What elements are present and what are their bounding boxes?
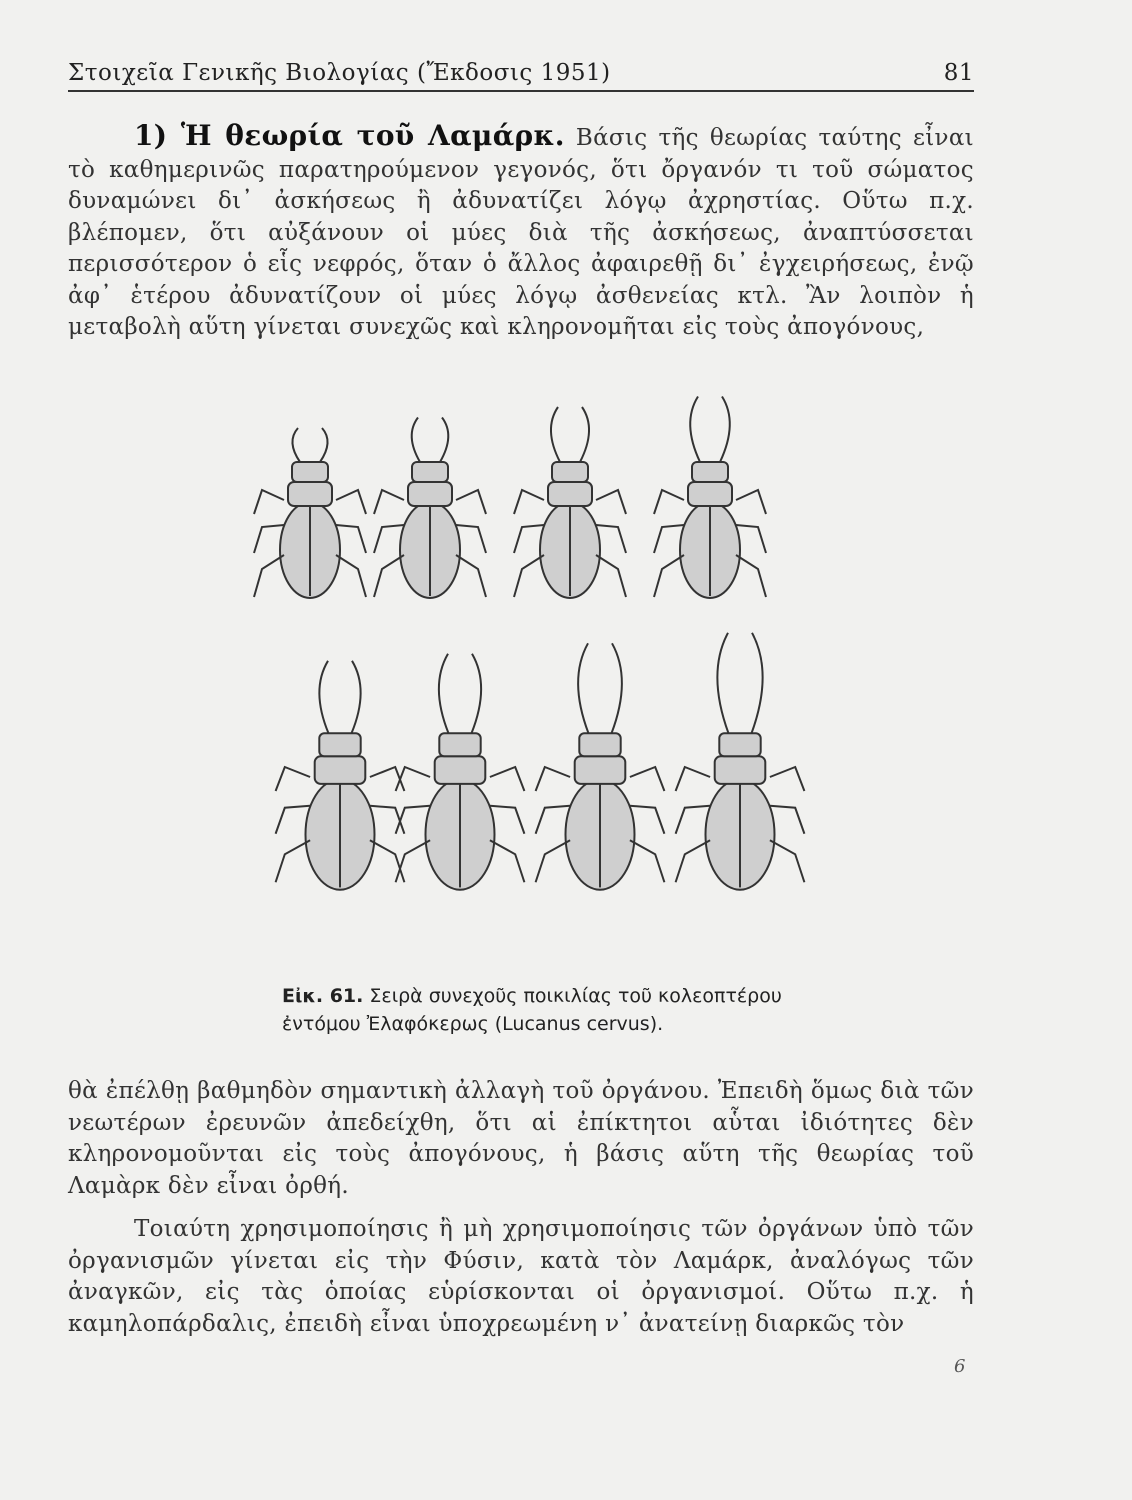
paragraph-3	[68, 1214, 974, 1340]
paragraph-2: θὰ ἐπέλθῃ βαθμηδὸν σημαντικὴ ἀλλαγὴ τοῦ ὀργάνου. Ἐπειδὴ ὅμως διὰ τῶν νεωτέρων ἐρευνῶν ἀπεδείχθη, ὅτι αἱ ἐπίκτητοι αὗται ἰδιότητες δὲν κληρονομοῦνται εἰς τοὺς ἀπογόνους, ἡ βάσις αὕτη τῆς θεωρίας τοῦ Λαμὰρκ δὲν εἶναι ὀρθή.	[68, 1078, 974, 1199]
figure-caption-text: Σειρὰ συνεχοῦς ποικιλίας τοῦ κολεοπτέρου ἐντόμου Ἐλαφόκερως (Lucanus cervus).	[282, 985, 782, 1035]
stag-beetle-figure	[240, 380, 980, 980]
running-title: Στοιχεῖα Γενικῆς Βιολογίας (Ἔκδοσις 1951)	[68, 60, 611, 86]
paragraph-3-text: Τοιαύτη χρησιμοποίησις ἢ μὴ χρησιμοποίησις τῶν ὀργάνων ὑπὸ τῶν ὀργανισμῶν γίνεται εἰς τὴν Φύσιν, κατὰ τὸν Λαμάρκ, ἀναλόγως τῶν ἀναγκῶν, εἰς τὰς ὁποίας εὑρίσκονται οἱ ὀργανισμοί. Οὕτω π.χ. ἡ καμηλοπάρδαλις, ἐπειδὴ εἶναι ὑποχρεωμένη ν᾽ ἀνατείνῃ διαρκῶς τὸν	[68, 1216, 974, 1337]
beetle-illustration	[374, 418, 486, 599]
beetle-illustration	[276, 661, 405, 890]
beetle-illustration	[654, 397, 766, 599]
beetle-illustration	[536, 643, 665, 889]
paragraph-lamarck-intro	[68, 120, 974, 344]
printer-signature-mark: 6	[954, 1356, 966, 1377]
beetle-illustration	[396, 654, 525, 890]
section-heading: 1) Ἡ θεωρία τοῦ Λαμάρκ.	[134, 119, 565, 152]
figure-caption	[282, 982, 822, 1038]
beetle-illustration	[676, 633, 805, 890]
paragraph-1-text: Βάσις τῆς θεωρίας ταύτης εἶναι τὸ καθημερινῶς παρατηρούμενον γεγονός, ὅτι ὄργανόν τι τοῦ σώματος δυναμώνει δι᾽ ἀσκήσεως ἢ ἀδυνατίζει λόγῳ ἀχρηστίας. Οὕτω π.χ. βλέπομεν, ὅτι αὐξάνουν οἱ μύες διὰ τῆς ἀσκήσεως, ἀναπτύσσεται περισσότερον ὁ εἷς νεφρός, ὅταν ὁ ἄλλος ἀφαιρεθῇ δι᾽ ἐγχειρήσεως, ἐνῷ ἀφ᾽ ἑτέρου ἀδυνατίζουν οἱ μύες λόγῳ ἀσθενείας κτλ. Ἂν λοιπὸν ἡ μεταβολὴ αὕτη γίνεται συνεχῶς καὶ κληρονομῆται εἰς τοὺς ἀπογόνους,	[68, 125, 974, 340]
figure-label: Εἰκ. 61.	[282, 985, 364, 1007]
beetle-illustration	[514, 407, 626, 598]
beetle-illustration	[254, 428, 366, 598]
page-number: 81	[943, 60, 974, 86]
running-header	[68, 58, 974, 92]
